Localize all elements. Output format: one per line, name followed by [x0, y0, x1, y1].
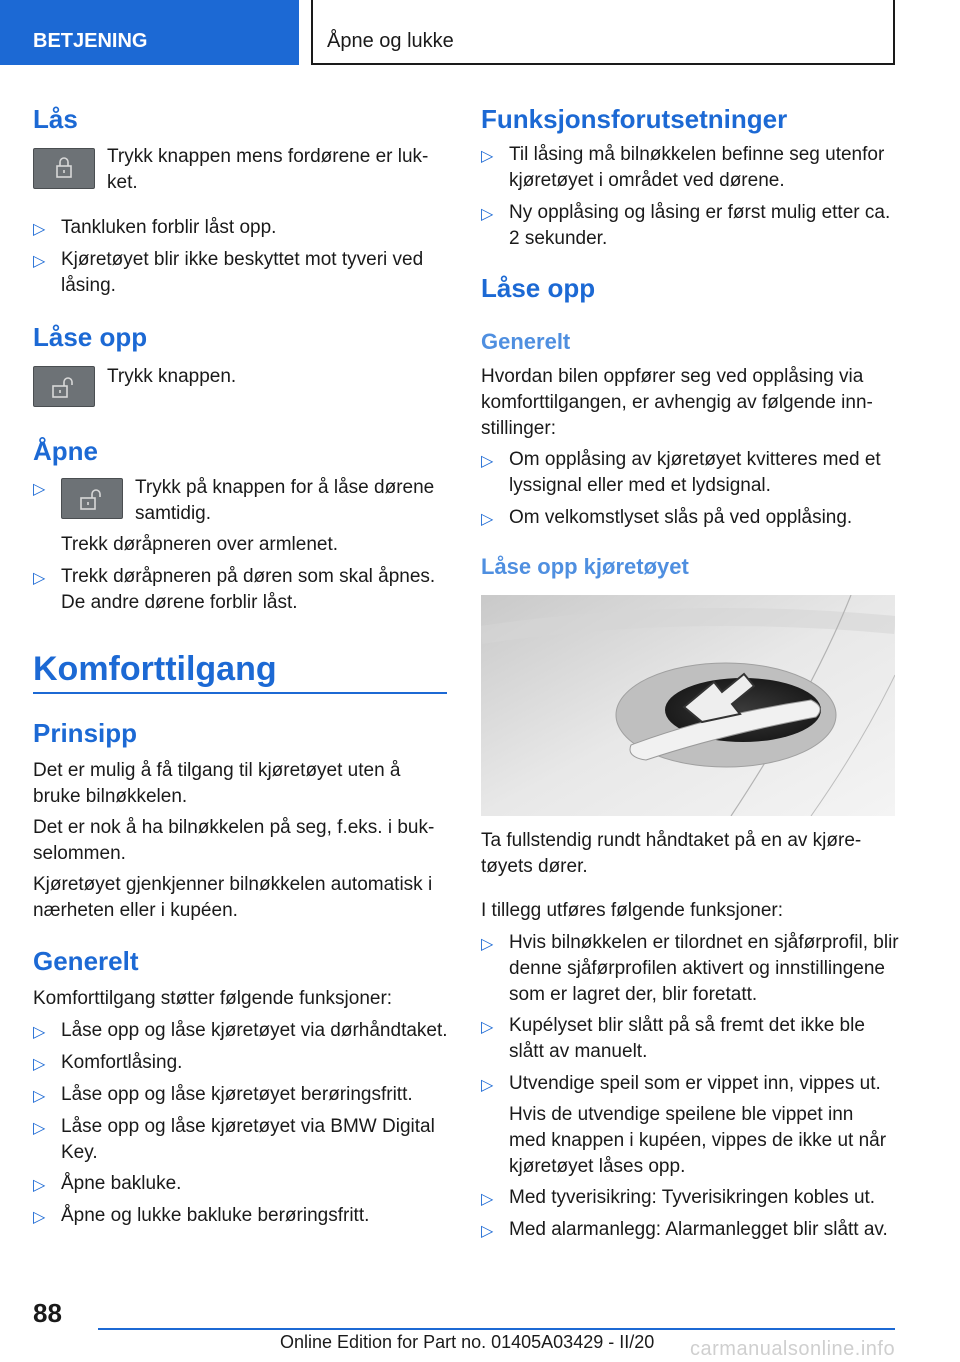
bullet-icon: ▷ — [481, 206, 494, 223]
list-item-cont: denne sjåførprofilen aktivert og innstillingene — [509, 958, 885, 979]
bullet-icon: ▷ — [33, 570, 46, 587]
bullet-icon: ▷ — [33, 221, 46, 238]
paragraph: Komforttilgang støtter følgende funksjoner: — [33, 988, 393, 1009]
heading-komforttilgang: Komforttilgang — [33, 650, 277, 688]
list-item: Kjøretøyet blir ikke beskyttet mot tyveri ved — [61, 249, 424, 270]
lock-icon — [34, 149, 94, 188]
list-item: Åpne og lukke bakluke berøringsfritt. — [61, 1205, 370, 1226]
list-item: Låse opp og låse kjøretøyet berøringsfritt. — [61, 1084, 413, 1105]
heading-generelt-right: Generelt — [481, 329, 571, 354]
door-handle-illustration — [481, 595, 895, 816]
heading-generelt: Generelt — [33, 946, 139, 976]
paragraph: I tillegg utføres følgende funksjoner: — [481, 900, 784, 921]
apne-text-1: Trykk på knappen for å låse dørene — [135, 477, 435, 498]
list-item: Om velkomstlyset slås på ved opplåsing. — [509, 507, 853, 528]
list-item: Om opplåsing av kjøretøyet kvitteres med et — [509, 449, 881, 470]
list-item-cont: som er lagret der, blir foretatt. — [509, 984, 758, 1005]
list-item: Komfortlåsing. — [61, 1052, 183, 1073]
bullet-icon: ▷ — [33, 1088, 46, 1105]
bullet-icon: ▷ — [481, 1077, 494, 1094]
list-item: Låse opp og låse kjøretøyet via BMW Digital — [61, 1116, 435, 1137]
unlock-icon — [34, 367, 94, 406]
las-text-2: ket. — [107, 172, 138, 193]
bullet-icon: ▷ — [33, 253, 46, 270]
lase-opp-text: Trykk knappen. — [107, 366, 237, 387]
heading-apne: Åpne — [33, 436, 98, 466]
bullet-icon: ▷ — [481, 1019, 494, 1036]
door-handle-image — [481, 595, 895, 816]
paragraph: Hvis de utvendige speilene ble vippet inn — [509, 1104, 854, 1125]
paragraph: Ta fullstendig rundt håndtaket på en av kjøre- — [481, 830, 862, 851]
bullet-icon: ▷ — [33, 481, 46, 498]
apne-text-2: samtidig. — [135, 503, 212, 524]
paragraph: komforttilgangen, er avhengig av følgende inn- — [481, 392, 873, 413]
list-item: Kupélyset blir slått på så fremt det ikke ble — [509, 1015, 865, 1036]
footer-rule — [98, 1328, 895, 1330]
lock-button-image — [33, 148, 95, 189]
apne-text-3: Trekk døråpneren over armlenet. — [61, 534, 339, 555]
bullet-icon: ▷ — [33, 1024, 46, 1041]
heading-las: Lås — [33, 104, 78, 134]
list-item: Låse opp og låse kjøretøyet via dørhåndtaket. — [61, 1020, 448, 1041]
watermark: carmanualsonline.info — [690, 1338, 896, 1360]
paragraph: selommen. — [33, 843, 126, 864]
heading-lase-opp: Låse opp — [33, 322, 148, 352]
list-item-cont: slått av manuelt. — [509, 1041, 648, 1062]
paragraph: Det er nok å ha bilnøkkelen på seg, f.eks. i buk- — [33, 817, 435, 838]
paragraph: Det er mulig å få tilgang til kjøretøyet uten å — [33, 760, 401, 781]
unlock-icon — [62, 479, 122, 518]
bullet-icon: ▷ — [481, 1191, 494, 1208]
edition-text: Online Edition for Part no. 01405A03429 - II/20 — [280, 1332, 655, 1352]
heading-lase-opp-right: Låse opp — [481, 273, 596, 303]
unlock-button-image — [61, 478, 123, 519]
list-item: Med tyverisikring: Tyverisikringen kobles ut. — [509, 1187, 876, 1208]
list-item: Åpne bakluke. — [61, 1173, 182, 1194]
paragraph: bruke bilnøkkelen. — [33, 786, 188, 807]
list-item-cont: Key. — [61, 1142, 98, 1163]
bullet-icon: ▷ — [33, 1120, 46, 1137]
list-item: Til låsing må bilnøkkelen befinne seg utenfor — [509, 144, 885, 165]
paragraph: tøyets dører. — [481, 856, 588, 877]
list-item-cont: 2 sekunder. — [509, 228, 608, 249]
list-item-cont: lyssignal eller med et lydsignal. — [509, 475, 771, 496]
bullet-icon: ▷ — [481, 453, 494, 470]
heading-prinsipp: Prinsipp — [33, 718, 138, 748]
list-item: Med alarmanlegg: Alarmanlegget blir slått av. — [509, 1219, 888, 1240]
bullet-icon: ▷ — [33, 1209, 46, 1226]
list-item: Tankluken forblir låst opp. — [61, 217, 277, 238]
page-number: 88 — [33, 1298, 62, 1328]
list-item-cont: kjøretøyet i området ved dørene. — [509, 170, 785, 191]
section-tab: BETJENING — [0, 0, 299, 65]
list-item: Hvis bilnøkkelen er tilordnet en sjåførprofil, blir — [509, 932, 899, 953]
heading-underline — [33, 692, 447, 694]
bullet-icon: ▷ — [481, 511, 494, 528]
paragraph: med knappen i kupéen, vippes de ikke ut når — [509, 1130, 887, 1151]
bullet-icon: ▷ — [481, 1223, 494, 1240]
paragraph: Kjøretøyet gjenkjenner bilnøkkelen automatisk i — [33, 874, 433, 895]
list-item-cont: De andre dørene forblir låst. — [61, 592, 298, 613]
paragraph: nærheten eller i kupéen. — [33, 900, 238, 921]
bullet-icon: ▷ — [33, 1177, 46, 1194]
unlock-button-image — [33, 366, 95, 407]
las-text-1: Trykk knappen mens fordørene er luk- — [107, 146, 429, 167]
list-item-cont: låsing. — [61, 275, 116, 296]
chapter-title: Åpne og lukke — [311, 0, 895, 65]
bullet-icon: ▷ — [33, 1056, 46, 1073]
bullet-icon: ▷ — [481, 936, 494, 953]
list-item: Trekk døråpneren på døren som skal åpnes. — [61, 566, 436, 587]
heading-lase-opp-kjoretoyet: Låse opp kjøretøyet — [481, 554, 689, 579]
paragraph: stillinger: — [481, 418, 556, 439]
paragraph: Hvordan bilen oppfører seg ved opplåsing via — [481, 366, 864, 387]
heading-funksjonsforutsetninger: Funksjonsforutsetninger — [481, 104, 788, 134]
paragraph: kjøretøyet låses opp. — [509, 1156, 686, 1177]
list-item: Ny opplåsing og låsing er først mulig etter ca. — [509, 202, 891, 223]
bullet-icon: ▷ — [481, 148, 494, 165]
list-item: Utvendige speil som er vippet inn, vippes ut. — [509, 1073, 881, 1094]
